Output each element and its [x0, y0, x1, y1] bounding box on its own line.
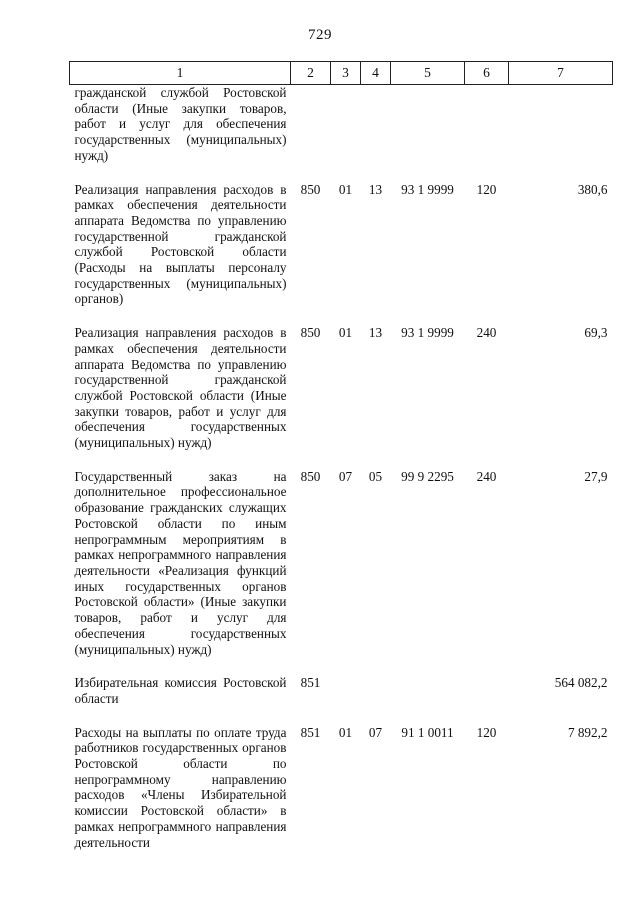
header-cell-pr: 4 — [361, 62, 391, 85]
row-rz: 01 — [338, 181, 353, 197]
row-ved: 851 — [300, 724, 321, 740]
row-csr: 93 1 9999 — [401, 325, 454, 341]
row-vr: 240 — [476, 468, 497, 484]
row-pr: 13 — [368, 325, 383, 341]
row-pr — [361, 85, 391, 182]
table-row — [70, 325, 613, 469]
row-name: Реализация направления расходов в рамках обеспечения деятельности аппарата Ведомства по управлению государственной гражданской службой Ростовской области (Расходы на выплаты персоналу государственных (муниципальных) органов) — [74, 181, 287, 307]
table-row — [70, 85, 613, 182]
row-vr — [465, 85, 509, 182]
budget-table — [69, 61, 613, 850]
row-vr — [465, 675, 509, 724]
row-csr — [391, 85, 465, 182]
row-pr: 07 — [368, 724, 383, 740]
row-ved: 850 — [300, 181, 321, 197]
row-vr: 120 — [476, 724, 497, 740]
table-row — [70, 725, 613, 851]
row-rz — [331, 675, 361, 724]
row-pr: 05 — [368, 468, 383, 484]
table-row — [70, 675, 613, 724]
header-cell-name: 1 — [70, 62, 291, 85]
row-csr: 99 9 2295 — [401, 468, 454, 484]
row-sum: 380,6 — [577, 181, 608, 197]
row-pr — [361, 675, 391, 724]
row-sum: 564 082,2 — [554, 675, 608, 691]
row-sum — [509, 85, 613, 182]
row-sum: 69,3 — [584, 325, 608, 341]
row-ved — [291, 85, 331, 182]
table-row — [70, 469, 613, 675]
row-csr — [391, 675, 465, 724]
row-sum: 27,9 — [584, 468, 608, 484]
row-name: Государственный заказ на дополнительное профессиональное образование гражданских служащих Ростовской области по иным непрограммным мероприятиям в рамках непрограммного направления деятельности «Реализация функций иных государственных органов Ростовской области» (Иные закупки товаров, работ и услуг для обеспечения государственных (муниципальных) нужд) — [74, 468, 287, 657]
row-pr: 13 — [368, 181, 383, 197]
row-ved: 850 — [300, 468, 321, 484]
row-vr: 240 — [476, 325, 497, 341]
row-ved: 851 — [300, 675, 321, 691]
row-rz: 01 — [338, 325, 353, 341]
row-rz — [331, 85, 361, 182]
row-name: Расходы на выплаты по оплате труда работников государственных органов Ростовской области по непрограммному направлению расходов «Члены Избирательной комиссии Ростовской области» в рамках непрограммного направления деятельности — [74, 724, 287, 850]
row-name: гражданской службой Ростовской области (Иные закупки товаров, работ и услуг для обеспечения государственных (муниципальных) нужд) — [74, 85, 287, 163]
row-sum: 7 892,2 — [567, 724, 608, 740]
row-rz: 07 — [338, 468, 353, 484]
row-csr: 93 1 9999 — [401, 181, 454, 197]
table-header-row — [70, 62, 613, 85]
header-cell-csr: 5 — [391, 62, 465, 85]
header-cell-ved: 2 — [291, 62, 331, 85]
row-vr: 120 — [476, 181, 497, 197]
header-cell-rz: 3 — [331, 62, 361, 85]
row-name: Избирательная комиссия Ростовской области — [74, 675, 287, 706]
row-rz: 01 — [338, 724, 353, 740]
header-cell-sum: 7 — [509, 62, 613, 85]
header-cell-vr: 6 — [465, 62, 509, 85]
row-name: Реализация направления расходов в рамках обеспечения деятельности аппарата Ведомства по управлению государственной гражданской службой Ростовской области (Иные закупки товаров, работ и услуг для обеспечения государственных (муниципальных) нужд) — [74, 325, 287, 451]
table-row — [70, 182, 613, 326]
page-number: 729 — [308, 27, 332, 43]
row-csr: 91 1 0011 — [401, 724, 454, 740]
row-ved: 850 — [300, 325, 321, 341]
